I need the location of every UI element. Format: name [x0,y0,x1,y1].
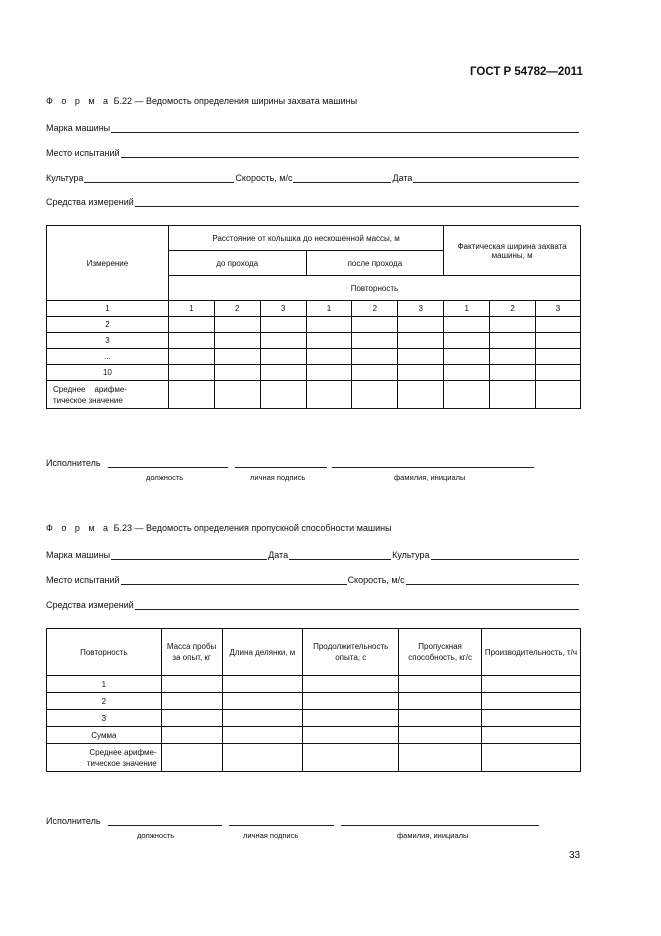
label-instruments: Средства измерений [46,197,134,207]
table-cell[interactable] [222,744,303,772]
form23-title-text: Б.23 — Ведомость определения пропускной способности машины [111,523,392,533]
table-cell[interactable] [222,727,303,744]
form22-caption-signature: личная подпись [250,473,306,482]
row-label: 3 [47,710,162,727]
table-cell[interactable] [260,349,306,365]
label-test-site: Место испытаний [46,575,120,585]
row-label: 1 [47,676,162,693]
table-cell[interactable] [222,693,303,710]
label-instruments: Средства измерений [46,600,134,610]
input-line-test-site[interactable] [121,575,347,585]
form22-field-machine-brand [46,119,580,133]
table-cell[interactable] [222,710,303,727]
table-cell[interactable] [482,710,581,727]
table-cell[interactable] [490,365,536,381]
form23-caption-signature: личная подпись [243,831,299,840]
row-label: 1 [47,301,169,317]
table-cell[interactable] [161,710,222,727]
label-machine-brand: Марка машины [46,550,111,560]
input-line-crop[interactable] [431,550,580,560]
form22-title [46,96,357,106]
table-cell[interactable] [536,317,581,333]
repetition-number: 1 [444,301,490,317]
form23-field-instruments [46,596,580,610]
header-repetition: Повторность [47,629,162,676]
form23-position-line[interactable] [108,824,222,826]
form22-field-instruments [46,193,580,207]
label-date: Дата [392,173,413,183]
table-cell[interactable] [398,365,444,381]
header-after-pass: после прохода [306,251,444,276]
page-number: 33 [569,850,581,861]
label-machine-brand: Марка машины [46,123,111,133]
table-row-mean [47,744,581,772]
form23-caption-position: должность [137,831,175,840]
header-actual-width: Фактическая ширина захвата машины, м [444,226,581,276]
row-label: Сумма [47,727,162,744]
table-cell[interactable] [444,381,490,409]
table-cell[interactable] [399,693,482,710]
table-cell[interactable] [398,349,444,365]
table-cell[interactable] [168,333,214,349]
form22-title-text: Б.22 — Ведомость определения ширины захвата машины [111,96,358,106]
table-row [47,317,581,333]
table-cell[interactable] [490,333,536,349]
table-cell[interactable] [444,365,490,381]
header-before-pass: до прохода [168,251,306,276]
row-label: 3 [47,333,169,349]
table-cell[interactable] [214,365,260,381]
table-cell[interactable] [352,317,398,333]
table-cell[interactable] [398,381,444,409]
form23-field-brand-row [46,546,580,560]
form22-executor-label: Исполнитель [46,458,101,468]
table-cell[interactable] [303,693,399,710]
table-cell[interactable] [260,333,306,349]
table-row [47,727,581,744]
row-label: 2 [47,693,162,710]
mean-label-line1: Среднее арифме- [89,747,157,757]
header-repetition: Повторность [168,276,580,301]
table-cell[interactable] [490,381,536,409]
table-cell[interactable] [161,676,222,693]
table-cell[interactable] [303,676,399,693]
table-cell[interactable] [260,365,306,381]
form22-signature-line[interactable] [235,466,327,468]
table-cell[interactable] [214,349,260,365]
header-distance: Расстояние от колышка до нескошенной массы, м [168,226,443,251]
table-cell[interactable] [352,349,398,365]
form22-name-line[interactable] [332,466,534,468]
form23-executor-label: Исполнитель [46,816,101,826]
row-label: 10 [47,365,169,381]
input-line-instruments[interactable] [135,197,579,207]
repetition-number: 1 [306,301,352,317]
document-code: ГОСТ Р 54782—2011 [470,66,583,78]
header-duration: Продолжительность опыта, с [303,629,399,676]
table-cell[interactable] [214,317,260,333]
form22-caption-name: фамилия, инициалы [394,473,466,482]
repetition-number: 1 [168,301,214,317]
table-cell[interactable] [168,317,214,333]
repetition-number: 3 [398,301,444,317]
table-cell[interactable] [482,676,581,693]
table-cell[interactable] [214,381,260,409]
repetition-number: 3 [536,301,581,317]
input-line-crop[interactable] [84,173,234,183]
form22-caption-position: должность [146,473,184,482]
table-cell[interactable] [260,317,306,333]
table-cell[interactable] [536,381,581,409]
form22-title-prefix: Ф о р м а [46,96,112,106]
form23-field-site-row [46,571,580,585]
label-crop: Культура [46,173,84,183]
form23-signature-line[interactable] [229,824,334,826]
table-cell[interactable] [352,333,398,349]
table-cell[interactable] [399,710,482,727]
header-measurement: Измерение [47,226,169,301]
table-cell[interactable] [444,317,490,333]
input-line-machine-brand[interactable] [111,123,579,133]
repetition-number: 2 [490,301,536,317]
input-line-speed[interactable] [293,173,391,183]
table-cell[interactable] [352,365,398,381]
table-cell[interactable] [161,744,222,772]
header-mass: Масса пробы за опыт, кг [161,629,222,676]
form22-table [46,225,581,409]
table-cell[interactable] [306,317,352,333]
row-label: 2 [47,317,169,333]
form22-position-line[interactable] [108,466,228,468]
table-cell[interactable] [398,333,444,349]
mean-label-line1: Среднее арифме- [53,384,127,394]
form23-caption-name: фамилия, инициалы [397,831,469,840]
form23-title-prefix: Ф о р м а [46,523,112,533]
table-row-numbers [47,301,581,317]
table-cell[interactable] [306,381,352,409]
table-row-mean [47,381,581,409]
label-speed: Скорость, м/с [347,575,405,585]
table-cell[interactable] [168,365,214,381]
table-row [47,349,581,365]
header-productivity: Производительность, т/ч [482,629,581,676]
table-cell[interactable] [222,676,303,693]
table-cell[interactable] [161,727,222,744]
table-cell[interactable] [536,333,581,349]
row-label-mean [47,744,162,772]
table-cell[interactable] [306,349,352,365]
table-cell[interactable] [168,349,214,365]
mean-label-line2: тическое значение [53,395,123,405]
form23-title [46,523,392,533]
form22-field-test-site [46,144,580,158]
table-cell[interactable] [398,317,444,333]
table-row [47,333,581,349]
input-line-date[interactable] [413,173,579,183]
table-cell[interactable] [260,381,306,409]
table-row [47,693,581,710]
table-cell[interactable] [399,676,482,693]
label-speed: Скорость, м/с [235,173,293,183]
repetition-number: 2 [214,301,260,317]
table-cell[interactable] [399,744,482,772]
table-row [47,676,581,693]
label-date: Дата [268,550,289,560]
table-cell[interactable] [306,365,352,381]
table-cell[interactable] [161,693,222,710]
table-cell[interactable] [536,349,581,365]
label-test-site: Место испытаний [46,148,120,158]
table-cell[interactable] [490,349,536,365]
table-row [47,365,581,381]
input-line-instruments[interactable] [135,600,579,610]
table-cell[interactable] [482,693,581,710]
mean-label-line2: тическое значение [86,758,157,768]
header-throughput: Пропускная способность, кг/с [399,629,482,676]
input-line-date[interactable] [289,550,391,560]
table-cell[interactable] [444,333,490,349]
form23-name-line[interactable] [341,824,539,826]
label-crop: Культура [392,550,430,560]
table-cell[interactable] [303,744,399,772]
table-cell[interactable] [168,381,214,409]
repetition-number: 3 [260,301,306,317]
input-line-machine-brand[interactable] [111,550,267,560]
row-label: ... [47,349,169,365]
table-cell[interactable] [444,349,490,365]
row-label-mean [47,381,169,409]
table-cell[interactable] [303,727,399,744]
input-line-speed[interactable] [406,575,579,585]
table-cell[interactable] [352,381,398,409]
input-line-test-site[interactable] [121,148,579,158]
table-cell[interactable] [490,317,536,333]
table-cell[interactable] [536,365,581,381]
table-cell[interactable] [214,333,260,349]
table-cell[interactable] [399,727,482,744]
table-cell[interactable] [306,333,352,349]
table-cell[interactable] [482,727,581,744]
table-cell[interactable] [482,744,581,772]
form23-table [46,628,581,772]
header-length: Длина делянки, м [222,629,303,676]
table-row [47,710,581,727]
form22-field-crop-row [46,169,580,183]
table-cell[interactable] [303,710,399,727]
repetition-number: 2 [352,301,398,317]
